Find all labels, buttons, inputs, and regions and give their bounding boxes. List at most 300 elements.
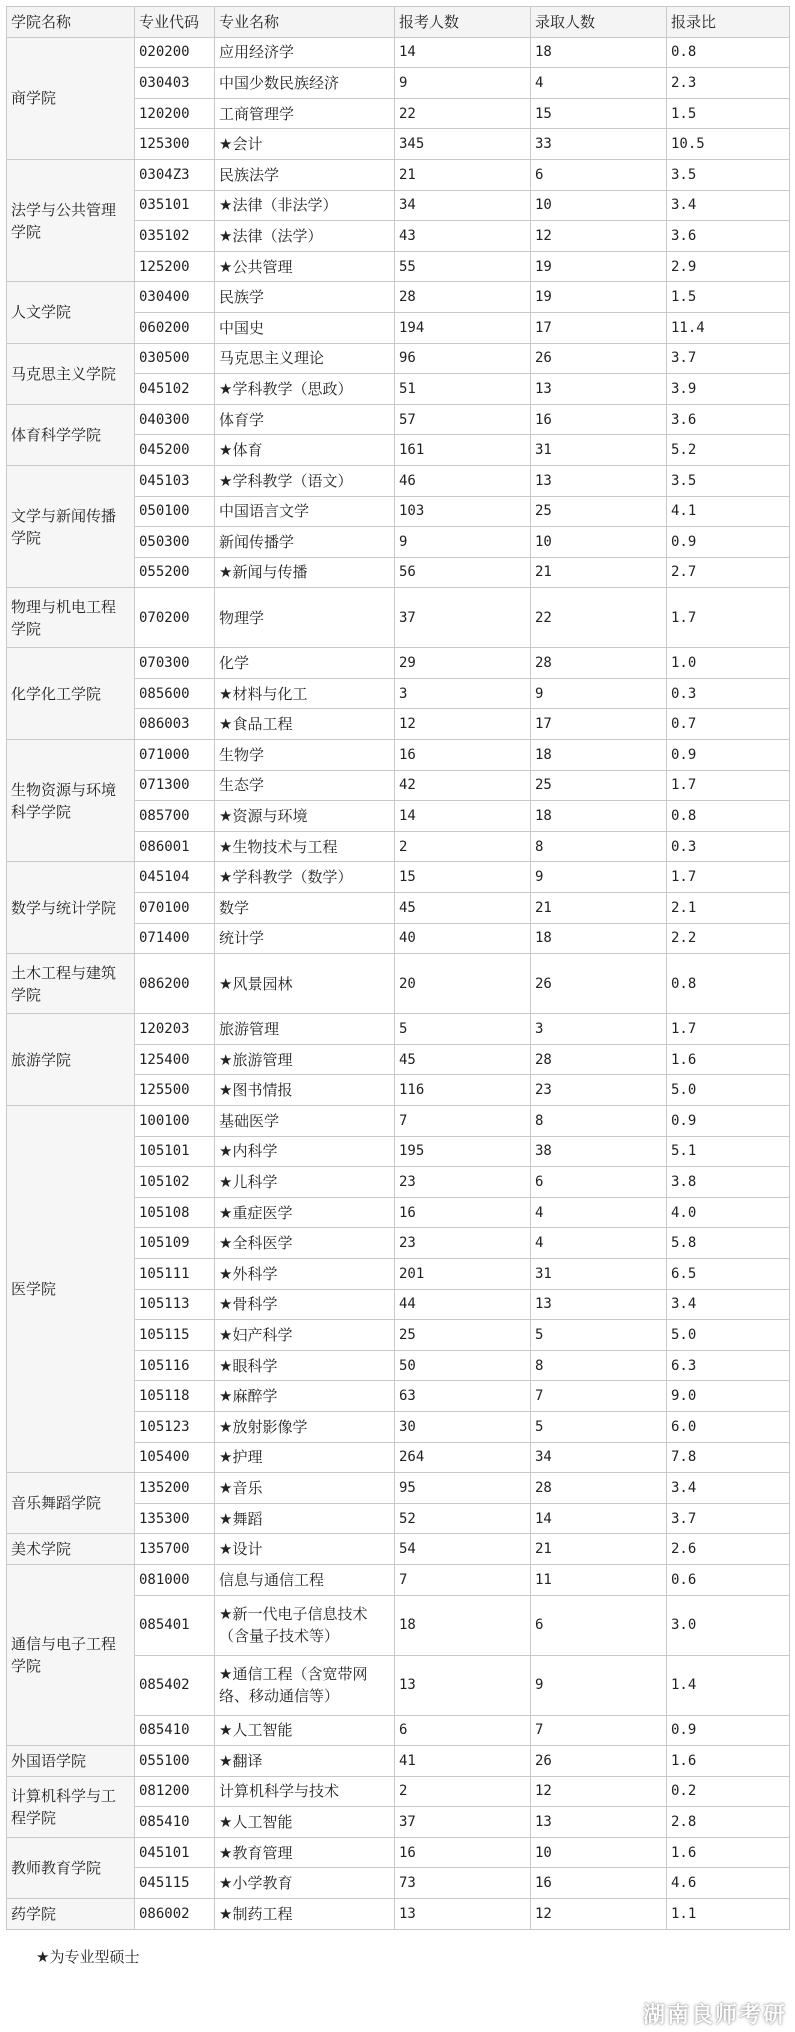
major-cell: 民族学 [215, 282, 395, 313]
ratio-cell: 7.8 [667, 1442, 790, 1473]
admitted-cell: 18 [531, 37, 667, 68]
admitted-cell: 31 [531, 435, 667, 466]
applicants-cell: 103 [395, 496, 531, 527]
applicants-cell: 264 [395, 1442, 531, 1473]
admitted-cell: 18 [531, 740, 667, 771]
ratio-cell: 1.1 [667, 1899, 790, 1930]
code-cell: 086003 [135, 709, 215, 740]
admitted-cell: 8 [531, 1106, 667, 1137]
applicants-cell: 13 [395, 1655, 531, 1715]
ratio-cell: 0.9 [667, 740, 790, 771]
applicants-cell: 9 [395, 527, 531, 558]
admitted-cell: 4 [531, 1228, 667, 1259]
school-cell: 音乐舞蹈学院 [7, 1473, 135, 1534]
ratio-cell: 0.7 [667, 709, 790, 740]
code-cell: 030403 [135, 68, 215, 99]
header-major: 专业名称 [215, 7, 395, 38]
code-cell: 045200 [135, 435, 215, 466]
table-row [7, 159, 790, 190]
ratio-cell: 0.8 [667, 954, 790, 1014]
table-row [7, 1534, 790, 1565]
code-cell: 086001 [135, 831, 215, 862]
ratio-cell: 2.7 [667, 557, 790, 588]
code-cell: 045102 [135, 374, 215, 405]
admitted-cell: 7 [531, 1381, 667, 1412]
major-cell: ★全科医学 [215, 1228, 395, 1259]
applicants-cell: 195 [395, 1136, 531, 1167]
table-row [7, 588, 790, 648]
major-cell: ★体育 [215, 435, 395, 466]
applicants-cell: 52 [395, 1503, 531, 1534]
school-cell: 数学与统计学院 [7, 862, 135, 954]
school-cell: 人文学院 [7, 282, 135, 343]
table-row [7, 954, 790, 1014]
applicants-cell: 201 [395, 1258, 531, 1289]
major-cell: ★风景园林 [215, 954, 395, 1014]
admitted-cell: 9 [531, 862, 667, 893]
ratio-cell: 10.5 [667, 129, 790, 160]
school-cell: 教师教育学院 [7, 1837, 135, 1898]
header-ratio: 报录比 [667, 7, 790, 38]
ratio-cell: 3.4 [667, 190, 790, 221]
admitted-cell: 13 [531, 374, 667, 405]
header-applicants: 报考人数 [395, 7, 531, 38]
admitted-cell: 28 [531, 648, 667, 679]
applicants-cell: 12 [395, 709, 531, 740]
major-cell: 新闻传播学 [215, 527, 395, 558]
applicants-cell: 45 [395, 1044, 531, 1075]
major-cell: ★新一代电子信息技术（含量子技术等） [215, 1595, 395, 1655]
applicants-cell: 34 [395, 190, 531, 221]
school-cell: 医学院 [7, 1106, 135, 1473]
applicants-cell: 23 [395, 1167, 531, 1198]
code-cell: 085410 [135, 1807, 215, 1838]
admitted-cell: 12 [531, 1899, 667, 1930]
major-cell: 中国少数民族经济 [215, 68, 395, 99]
code-cell: 120203 [135, 1014, 215, 1045]
admitted-cell: 18 [531, 923, 667, 954]
major-cell: 民族法学 [215, 159, 395, 190]
code-cell: 125300 [135, 129, 215, 160]
ratio-cell: 0.9 [667, 527, 790, 558]
admitted-cell: 16 [531, 404, 667, 435]
admitted-cell: 12 [531, 1776, 667, 1807]
table-row [7, 1899, 790, 1930]
major-cell: ★舞蹈 [215, 1503, 395, 1534]
table-row [7, 740, 790, 771]
ratio-cell: 0.3 [667, 831, 790, 862]
applicants-cell: 16 [395, 740, 531, 771]
admitted-cell: 23 [531, 1075, 667, 1106]
admitted-cell: 25 [531, 770, 667, 801]
applicants-cell: 29 [395, 648, 531, 679]
major-cell: 应用经济学 [215, 37, 395, 68]
code-cell: 086200 [135, 954, 215, 1014]
table-row [7, 404, 790, 435]
ratio-cell: 5.1 [667, 1136, 790, 1167]
code-cell: 045103 [135, 465, 215, 496]
code-cell: 105400 [135, 1442, 215, 1473]
admitted-cell: 31 [531, 1258, 667, 1289]
ratio-cell: 3.6 [667, 404, 790, 435]
applicants-cell: 16 [395, 1197, 531, 1228]
header-school: 学院名称 [7, 7, 135, 38]
admitted-cell: 5 [531, 1320, 667, 1351]
admitted-cell: 8 [531, 1350, 667, 1381]
major-cell: ★骨科学 [215, 1289, 395, 1320]
ratio-cell: 11.4 [667, 312, 790, 343]
code-cell: 105101 [135, 1136, 215, 1167]
admitted-cell: 13 [531, 1807, 667, 1838]
admitted-cell: 3 [531, 1014, 667, 1045]
major-cell: 马克思主义理论 [215, 343, 395, 374]
code-cell: 060200 [135, 312, 215, 343]
applicants-cell: 46 [395, 465, 531, 496]
table-row [7, 1564, 790, 1595]
major-cell: 数学 [215, 893, 395, 924]
code-cell: 040300 [135, 404, 215, 435]
major-cell: ★眼科学 [215, 1350, 395, 1381]
code-cell: 105115 [135, 1320, 215, 1351]
code-cell: 071300 [135, 770, 215, 801]
school-cell: 药学院 [7, 1899, 135, 1930]
code-cell: 086002 [135, 1899, 215, 1930]
major-cell: 生物学 [215, 740, 395, 771]
school-cell: 化学化工学院 [7, 648, 135, 740]
ratio-cell: 1.4 [667, 1655, 790, 1715]
applicants-cell: 57 [395, 404, 531, 435]
applicants-cell: 42 [395, 770, 531, 801]
code-cell: 045115 [135, 1868, 215, 1899]
ratio-cell: 0.3 [667, 678, 790, 709]
table-row [7, 343, 790, 374]
ratio-cell: 2.3 [667, 68, 790, 99]
table-row [7, 37, 790, 68]
school-cell: 计算机科学与工程学院 [7, 1776, 135, 1837]
applicants-cell: 345 [395, 129, 531, 160]
major-cell: ★法律（非法学） [215, 190, 395, 221]
header-code: 专业代码 [135, 7, 215, 38]
code-cell: 020200 [135, 37, 215, 68]
applicants-cell: 5 [395, 1014, 531, 1045]
code-cell: 105108 [135, 1197, 215, 1228]
ratio-cell: 1.7 [667, 1014, 790, 1045]
ratio-cell: 5.8 [667, 1228, 790, 1259]
applicants-cell: 96 [395, 343, 531, 374]
admitted-cell: 26 [531, 1746, 667, 1777]
code-cell: 050300 [135, 527, 215, 558]
major-cell: ★新闻与传播 [215, 557, 395, 588]
admitted-cell: 10 [531, 1837, 667, 1868]
applicants-cell: 41 [395, 1746, 531, 1777]
ratio-cell: 5.0 [667, 1075, 790, 1106]
school-cell: 旅游学院 [7, 1014, 135, 1106]
major-cell: ★外科学 [215, 1258, 395, 1289]
school-cell: 外国语学院 [7, 1746, 135, 1777]
applicants-cell: 7 [395, 1106, 531, 1137]
major-cell: 物理学 [215, 588, 395, 648]
school-cell: 体育科学学院 [7, 404, 135, 465]
major-cell: ★生物技术与工程 [215, 831, 395, 862]
ratio-cell: 3.5 [667, 465, 790, 496]
school-cell: 马克思主义学院 [7, 343, 135, 404]
ratio-cell: 3.9 [667, 374, 790, 405]
ratio-cell: 1.7 [667, 588, 790, 648]
ratio-cell: 4.6 [667, 1868, 790, 1899]
code-cell: 135300 [135, 1503, 215, 1534]
code-cell: 030400 [135, 282, 215, 313]
admitted-cell: 38 [531, 1136, 667, 1167]
admitted-cell: 6 [531, 159, 667, 190]
table-row [7, 862, 790, 893]
admitted-cell: 22 [531, 588, 667, 648]
admitted-cell: 33 [531, 129, 667, 160]
admitted-cell: 21 [531, 557, 667, 588]
major-cell: ★儿科学 [215, 1167, 395, 1198]
ratio-cell: 3.0 [667, 1595, 790, 1655]
major-cell: 统计学 [215, 923, 395, 954]
ratio-cell: 6.5 [667, 1258, 790, 1289]
major-cell: 基础医学 [215, 1106, 395, 1137]
ratio-cell: 3.4 [667, 1473, 790, 1504]
admitted-cell: 28 [531, 1473, 667, 1504]
major-cell: 信息与通信工程 [215, 1564, 395, 1595]
school-cell: 土木工程与建筑学院 [7, 954, 135, 1014]
admitted-cell: 9 [531, 1655, 667, 1715]
code-cell: 085401 [135, 1595, 215, 1655]
code-cell: 085600 [135, 678, 215, 709]
admitted-cell: 8 [531, 831, 667, 862]
ratio-cell: 2.6 [667, 1534, 790, 1565]
major-cell: ★食品工程 [215, 709, 395, 740]
applicants-cell: 9 [395, 68, 531, 99]
applicants-cell: 37 [395, 588, 531, 648]
major-cell: ★麻醉学 [215, 1381, 395, 1412]
admitted-cell: 34 [531, 1442, 667, 1473]
table-row [7, 648, 790, 679]
admitted-cell: 17 [531, 312, 667, 343]
admitted-cell: 21 [531, 1534, 667, 1565]
applicants-cell: 14 [395, 37, 531, 68]
code-cell: 100100 [135, 1106, 215, 1137]
applicants-cell: 6 [395, 1715, 531, 1746]
applicants-cell: 25 [395, 1320, 531, 1351]
applicants-cell: 14 [395, 801, 531, 832]
major-cell: ★材料与化工 [215, 678, 395, 709]
table-row [7, 465, 790, 496]
footnote: ★为专业型硕士 [36, 1948, 140, 1966]
ratio-cell: 1.7 [667, 862, 790, 893]
applicants-cell: 13 [395, 1899, 531, 1930]
applicants-cell: 15 [395, 862, 531, 893]
applicants-cell: 21 [395, 159, 531, 190]
applicants-cell: 28 [395, 282, 531, 313]
ratio-cell: 2.8 [667, 1807, 790, 1838]
code-cell: 035102 [135, 221, 215, 252]
code-cell: 070200 [135, 588, 215, 648]
major-cell: ★学科教学（思政） [215, 374, 395, 405]
ratio-cell: 0.2 [667, 1776, 790, 1807]
ratio-cell: 9.0 [667, 1381, 790, 1412]
code-cell: 071400 [135, 923, 215, 954]
admitted-cell: 5 [531, 1411, 667, 1442]
applicants-cell: 54 [395, 1534, 531, 1565]
ratio-cell: 2.2 [667, 923, 790, 954]
table-row [7, 1014, 790, 1045]
major-cell: 体育学 [215, 404, 395, 435]
major-cell: ★法律（法学） [215, 221, 395, 252]
major-cell: ★教育管理 [215, 1837, 395, 1868]
applicants-cell: 37 [395, 1807, 531, 1838]
code-cell: 125400 [135, 1044, 215, 1075]
major-cell: 旅游管理 [215, 1014, 395, 1045]
ratio-cell: 3.5 [667, 159, 790, 190]
admitted-cell: 13 [531, 1289, 667, 1320]
admitted-cell: 10 [531, 190, 667, 221]
applicants-cell: 20 [395, 954, 531, 1014]
code-cell: 135200 [135, 1473, 215, 1504]
admission-table [6, 6, 790, 1930]
major-cell: ★小学教育 [215, 1868, 395, 1899]
code-cell: 0304Z3 [135, 159, 215, 190]
admitted-cell: 28 [531, 1044, 667, 1075]
major-cell: ★通信工程（含宽带网络、移动通信等） [215, 1655, 395, 1715]
ratio-cell: 1.6 [667, 1044, 790, 1075]
ratio-cell: 1.7 [667, 770, 790, 801]
code-cell: 105102 [135, 1167, 215, 1198]
table-row [7, 1837, 790, 1868]
code-cell: 055100 [135, 1746, 215, 1777]
code-cell: 105118 [135, 1381, 215, 1412]
code-cell: 045104 [135, 862, 215, 893]
major-cell: ★翻译 [215, 1746, 395, 1777]
ratio-cell: 0.8 [667, 801, 790, 832]
applicants-cell: 18 [395, 1595, 531, 1655]
ratio-cell: 2.1 [667, 893, 790, 924]
applicants-cell: 95 [395, 1473, 531, 1504]
admitted-cell: 4 [531, 68, 667, 99]
major-cell: ★学科教学（数学） [215, 862, 395, 893]
applicants-cell: 161 [395, 435, 531, 466]
school-cell: 文学与新闻传播学院 [7, 465, 135, 587]
watermark: 湖南良师考研 [642, 2003, 787, 2028]
code-cell: 085402 [135, 1655, 215, 1715]
applicants-cell: 2 [395, 1776, 531, 1807]
admitted-cell: 21 [531, 893, 667, 924]
table-header-row [7, 7, 790, 38]
code-cell: 085410 [135, 1715, 215, 1746]
code-cell: 125200 [135, 251, 215, 282]
ratio-cell: 1.6 [667, 1837, 790, 1868]
admitted-cell: 16 [531, 1868, 667, 1899]
applicants-cell: 194 [395, 312, 531, 343]
applicants-cell: 30 [395, 1411, 531, 1442]
code-cell: 030500 [135, 343, 215, 374]
major-cell: ★护理 [215, 1442, 395, 1473]
code-cell: 120200 [135, 98, 215, 129]
admitted-cell: 7 [531, 1715, 667, 1746]
school-cell: 生物资源与环境科学学院 [7, 740, 135, 862]
major-cell: ★放射影像学 [215, 1411, 395, 1442]
code-cell: 125500 [135, 1075, 215, 1106]
applicants-cell: 7 [395, 1564, 531, 1595]
admitted-cell: 15 [531, 98, 667, 129]
code-cell: 105111 [135, 1258, 215, 1289]
admitted-cell: 9 [531, 678, 667, 709]
code-cell: 050100 [135, 496, 215, 527]
major-cell: 中国语言文学 [215, 496, 395, 527]
major-cell: ★旅游管理 [215, 1044, 395, 1075]
major-cell: ★学科教学（语文） [215, 465, 395, 496]
ratio-cell: 0.9 [667, 1715, 790, 1746]
applicants-cell: 73 [395, 1868, 531, 1899]
ratio-cell: 6.0 [667, 1411, 790, 1442]
code-cell: 081200 [135, 1776, 215, 1807]
ratio-cell: 3.7 [667, 343, 790, 374]
ratio-cell: 0.6 [667, 1564, 790, 1595]
code-cell: 070300 [135, 648, 215, 679]
ratio-cell: 3.4 [667, 1289, 790, 1320]
code-cell: 071000 [135, 740, 215, 771]
applicants-cell: 45 [395, 893, 531, 924]
ratio-cell: 4.1 [667, 496, 790, 527]
school-cell: 通信与电子工程学院 [7, 1564, 135, 1745]
admitted-cell: 18 [531, 801, 667, 832]
school-cell: 商学院 [7, 37, 135, 159]
ratio-cell: 3.7 [667, 1503, 790, 1534]
admitted-cell: 26 [531, 954, 667, 1014]
admitted-cell: 19 [531, 251, 667, 282]
major-cell: 计算机科学与技术 [215, 1776, 395, 1807]
major-cell: ★人工智能 [215, 1715, 395, 1746]
ratio-cell: 2.9 [667, 251, 790, 282]
code-cell: 105123 [135, 1411, 215, 1442]
applicants-cell: 55 [395, 251, 531, 282]
applicants-cell: 50 [395, 1350, 531, 1381]
ratio-cell: 3.6 [667, 221, 790, 252]
ratio-cell: 1.5 [667, 282, 790, 313]
table-row [7, 1776, 790, 1807]
ratio-cell: 5.2 [667, 435, 790, 466]
major-cell: 中国史 [215, 312, 395, 343]
applicants-cell: 2 [395, 831, 531, 862]
code-cell: 055200 [135, 557, 215, 588]
admitted-cell: 25 [531, 496, 667, 527]
major-cell: ★人工智能 [215, 1807, 395, 1838]
applicants-cell: 44 [395, 1289, 531, 1320]
applicants-cell: 22 [395, 98, 531, 129]
admitted-cell: 12 [531, 221, 667, 252]
code-cell: 070100 [135, 893, 215, 924]
code-cell: 085700 [135, 801, 215, 832]
major-cell: 工商管理学 [215, 98, 395, 129]
table-row [7, 1473, 790, 1504]
applicants-cell: 16 [395, 1837, 531, 1868]
admitted-cell: 26 [531, 343, 667, 374]
applicants-cell: 23 [395, 1228, 531, 1259]
major-cell: ★妇产科学 [215, 1320, 395, 1351]
major-cell: ★制药工程 [215, 1899, 395, 1930]
major-cell: ★公共管理 [215, 251, 395, 282]
applicants-cell: 63 [395, 1381, 531, 1412]
table-body [7, 37, 790, 1929]
ratio-cell: 0.8 [667, 37, 790, 68]
table-row [7, 1106, 790, 1137]
code-cell: 035101 [135, 190, 215, 221]
ratio-cell: 1.6 [667, 1746, 790, 1777]
table-row [7, 282, 790, 313]
code-cell: 135700 [135, 1534, 215, 1565]
